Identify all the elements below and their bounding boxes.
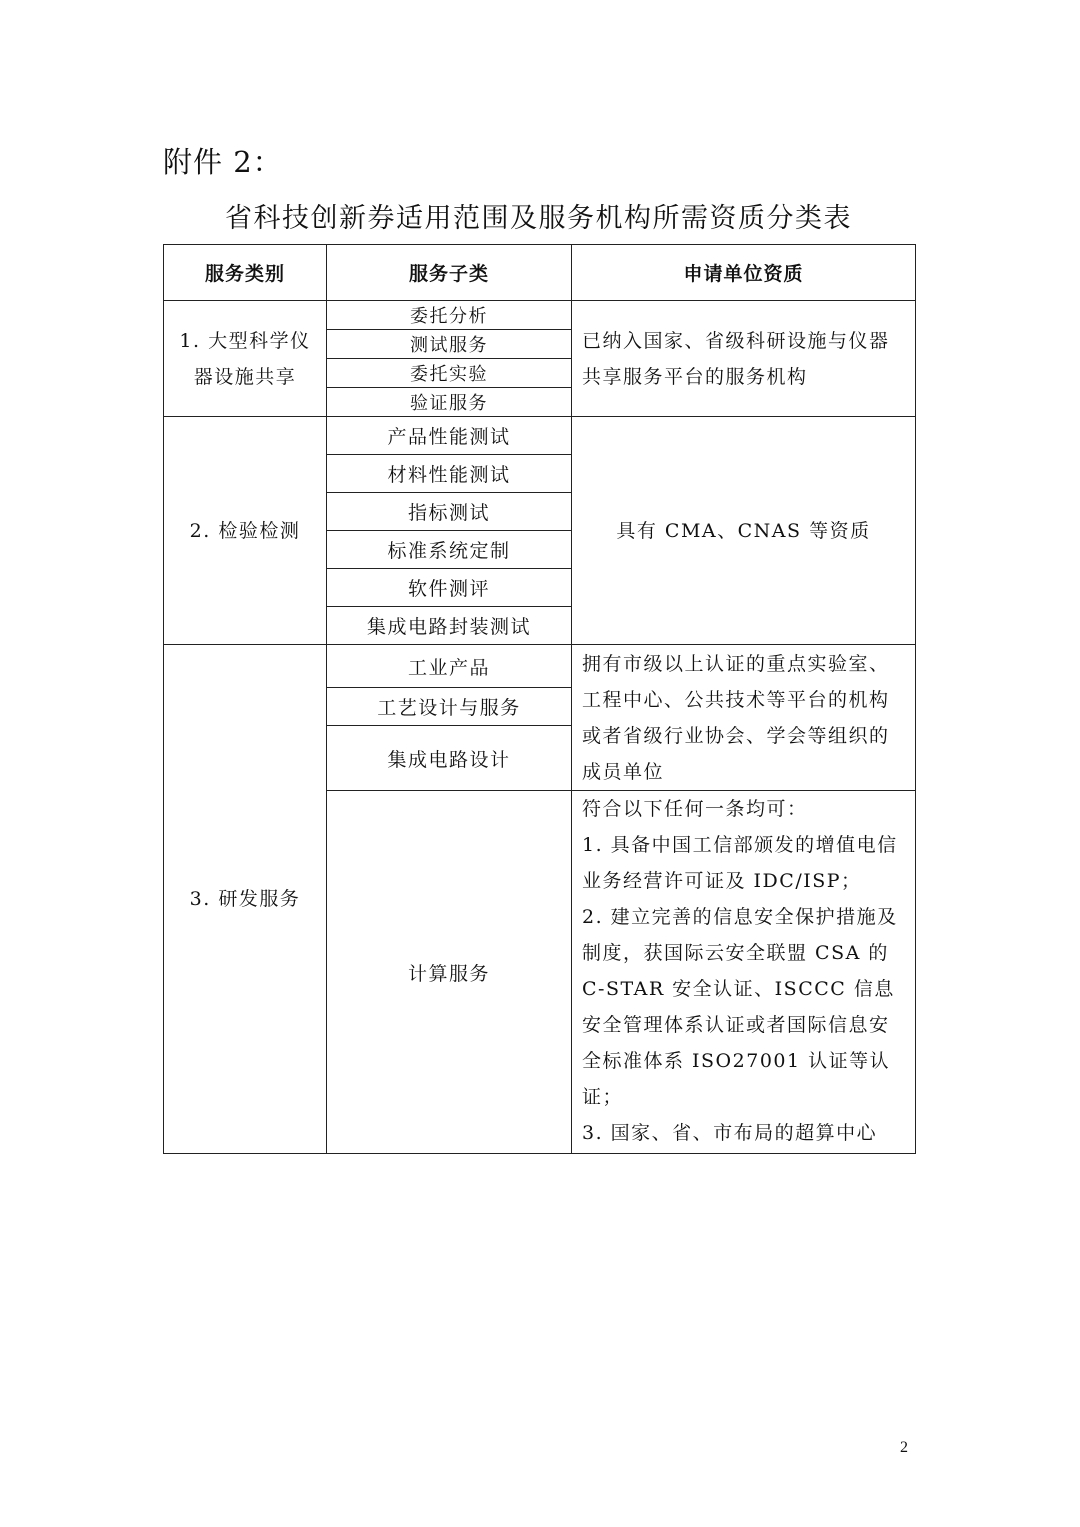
page-number: 2 [900,1439,908,1456]
subcategory-cell: 集成电路设计 [327,726,572,791]
header-applicant-qualification: 申请单位资质 [572,245,916,301]
qualification-list-cell [572,791,916,1154]
table-header-row [164,245,916,301]
qualification-line: 2. 建立完善的信息安全保护措施及制度，获国际云安全联盟 CSA 的 C-STAR 安全认证、ISCCC 信息安全管理体系认证或者国际信息安全标准体系 ISO27001 认证等认证； [582,906,898,1108]
table-row [164,301,916,330]
document-title: 省科技创新券适用范围及服务机构所需资质分类表 [225,203,852,234]
subcategory-cell: 材料性能测试 [327,455,572,493]
table-row [164,417,916,455]
attachment-label: 附件 2： [163,145,283,179]
subcategory-cell: 集成电路封装测试 [327,607,572,645]
category-cell: 1. 大型科学仪器设施共享 [164,301,327,417]
subcategory-cell: 软件测评 [327,569,572,607]
table-row [164,645,916,688]
header-service-category: 服务类别 [164,245,327,301]
qualification-line: 符合以下任何一条均可： [582,798,808,820]
category-cell: 3. 研发服务 [164,645,327,1154]
subcategory-cell: 验证服务 [327,388,572,417]
classification-table [163,244,916,1154]
category-cell: 2. 检验检测 [164,417,327,645]
qualification-cell: 拥有市级以上认证的重点实验室、工程中心、公共技术等平台的机构或者省级行业协会、学会等组织的成员单位 [572,645,916,791]
subcategory-cell: 工艺设计与服务 [327,688,572,726]
subcategory-cell: 委托实验 [327,359,572,388]
qualification-cell: 具有 CMA、CNAS 等资质 [572,417,916,645]
qualification-cell: 已纳入国家、省级科研设施与仪器共享服务平台的服务机构 [572,301,916,417]
qualification-line: 1. 具备中国工信部颁发的增值电信业务经营许可证及 IDC/ISP； [582,834,898,892]
subcategory-cell: 计算服务 [327,791,572,1154]
subcategory-cell: 测试服务 [327,330,572,359]
subcategory-cell: 产品性能测试 [327,417,572,455]
qualification-line: 3. 国家、省、市布局的超算中心 [582,1122,878,1144]
header-service-subcategory: 服务子类 [327,245,572,301]
subcategory-cell: 委托分析 [327,301,572,330]
subcategory-cell: 标准系统定制 [327,531,572,569]
subcategory-cell: 指标测试 [327,493,572,531]
subcategory-cell: 工业产品 [327,645,572,688]
